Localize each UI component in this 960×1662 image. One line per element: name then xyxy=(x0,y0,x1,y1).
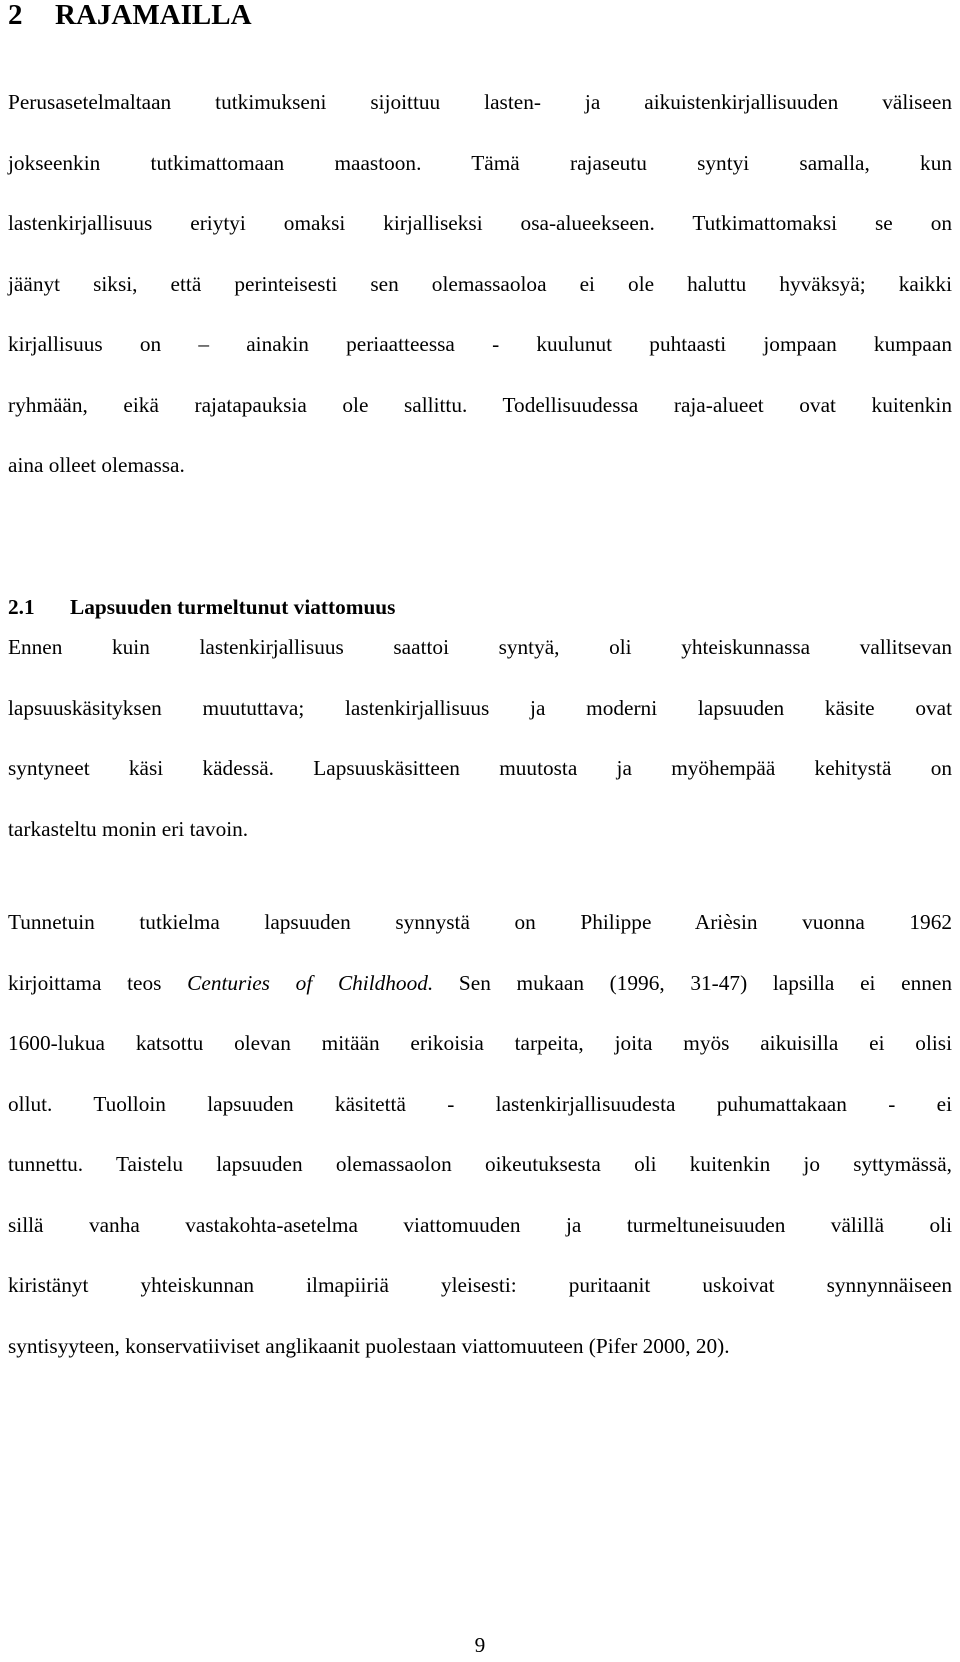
paragraph-line: syntyneet käsi kädessä. Lapsuuskäsitteen muutosta ja myöhempää kehitystä on xyxy=(8,756,952,780)
paragraph-line: Tunnetuin tutkielma lapsuuden synnystä on Philippe Arièsin vuonna 1962 xyxy=(8,910,952,934)
chapter-number: 2 xyxy=(8,0,23,31)
paragraph-childhood xyxy=(8,617,952,859)
paragraph-line: aina olleet olemassa. xyxy=(8,453,185,477)
paragraph-line: Perusasetelmaltaan tutkimukseni sijoittuu lasten- ja aikuistenkirjallisuuden väliseen xyxy=(8,90,952,114)
paragraph-line: 1600-lukua katsottu olevan mitään erikoisia tarpeita, joita myös aikuisilla ei olisi xyxy=(8,1031,952,1055)
text-before-title: kirjoittama teos xyxy=(8,970,188,995)
section-number: 2.1 xyxy=(8,595,35,619)
paragraph-line: jäänyt siksi, että perinteisesti sen olemassaoloa ei ole haluttu hyväksyä; kaikki xyxy=(8,271,952,296)
paragraph-line: tarkasteltu monin eri tavoin. xyxy=(8,816,249,841)
paragraph-line: kirjallisuus on – ainakin periaatteessa - kuulunut puhtaasti jompaan kumpaan xyxy=(8,332,952,356)
paragraph-line: jokseenkin tutkimattomaan maastoon. Tämä rajaseutu syntyi samalla, kun xyxy=(8,150,952,175)
paragraph-line: lastenkirjallisuus eriytyi omaksi kirjalliseksi osa-alueekseen. Tutkimattomaksi se on xyxy=(8,211,952,235)
paragraph-intro xyxy=(8,72,952,496)
page-number: 9 xyxy=(474,1633,486,1657)
text-after-title: Sen mukaan (1996, 31-47) lapsilla ei ennen xyxy=(433,970,952,995)
paragraph-aries xyxy=(8,892,952,1376)
paragraph-line: ryhmään, eikä rajatapauksia ole sallittu. Todellisuudessa raja-alueet ovat kuitenkin xyxy=(8,392,952,417)
book-title: Centuries of Childhood. xyxy=(187,970,434,995)
paragraph-line: ollut. Tuolloin lapsuuden käsitettä - lastenkirjallisuudesta puhumattakaan - ei xyxy=(8,1091,952,1116)
paragraph-line: syntisyyteen, konservatiiviset anglikaanit puolestaan viattomuuteen (Pifer 2000, 20). xyxy=(8,1333,730,1358)
section-title: Lapsuuden turmeltunut viattomuus xyxy=(70,595,396,619)
paragraph-line-with-title xyxy=(8,953,952,1014)
paragraph-line: lapsuuskäsityksen muututtava; lastenkirjallisuus ja moderni lapsuuden käsite ovat xyxy=(8,695,952,720)
paragraph-line: Ennen kuin lastenkirjallisuus saattoi syntyä, oli yhteiskunnassa vallitsevan xyxy=(8,635,952,659)
chapter-title: RAJAMAILLA xyxy=(55,0,252,31)
paragraph-line: kiristänyt yhteiskunnan ilmapiiriä yleisesti: puritaanit uskoivat synnynnäiseen xyxy=(8,1273,952,1297)
chapter-heading xyxy=(8,0,252,30)
paragraph-line: tunnettu. Taistelu lapsuuden olemassaolon oikeutuksesta oli kuitenkin jo syttymässä, xyxy=(8,1152,952,1176)
paragraph-line: sillä vanha vastakohta-asetelma viattomuuden ja turmeltuneisuuden välillä oli xyxy=(8,1212,952,1237)
